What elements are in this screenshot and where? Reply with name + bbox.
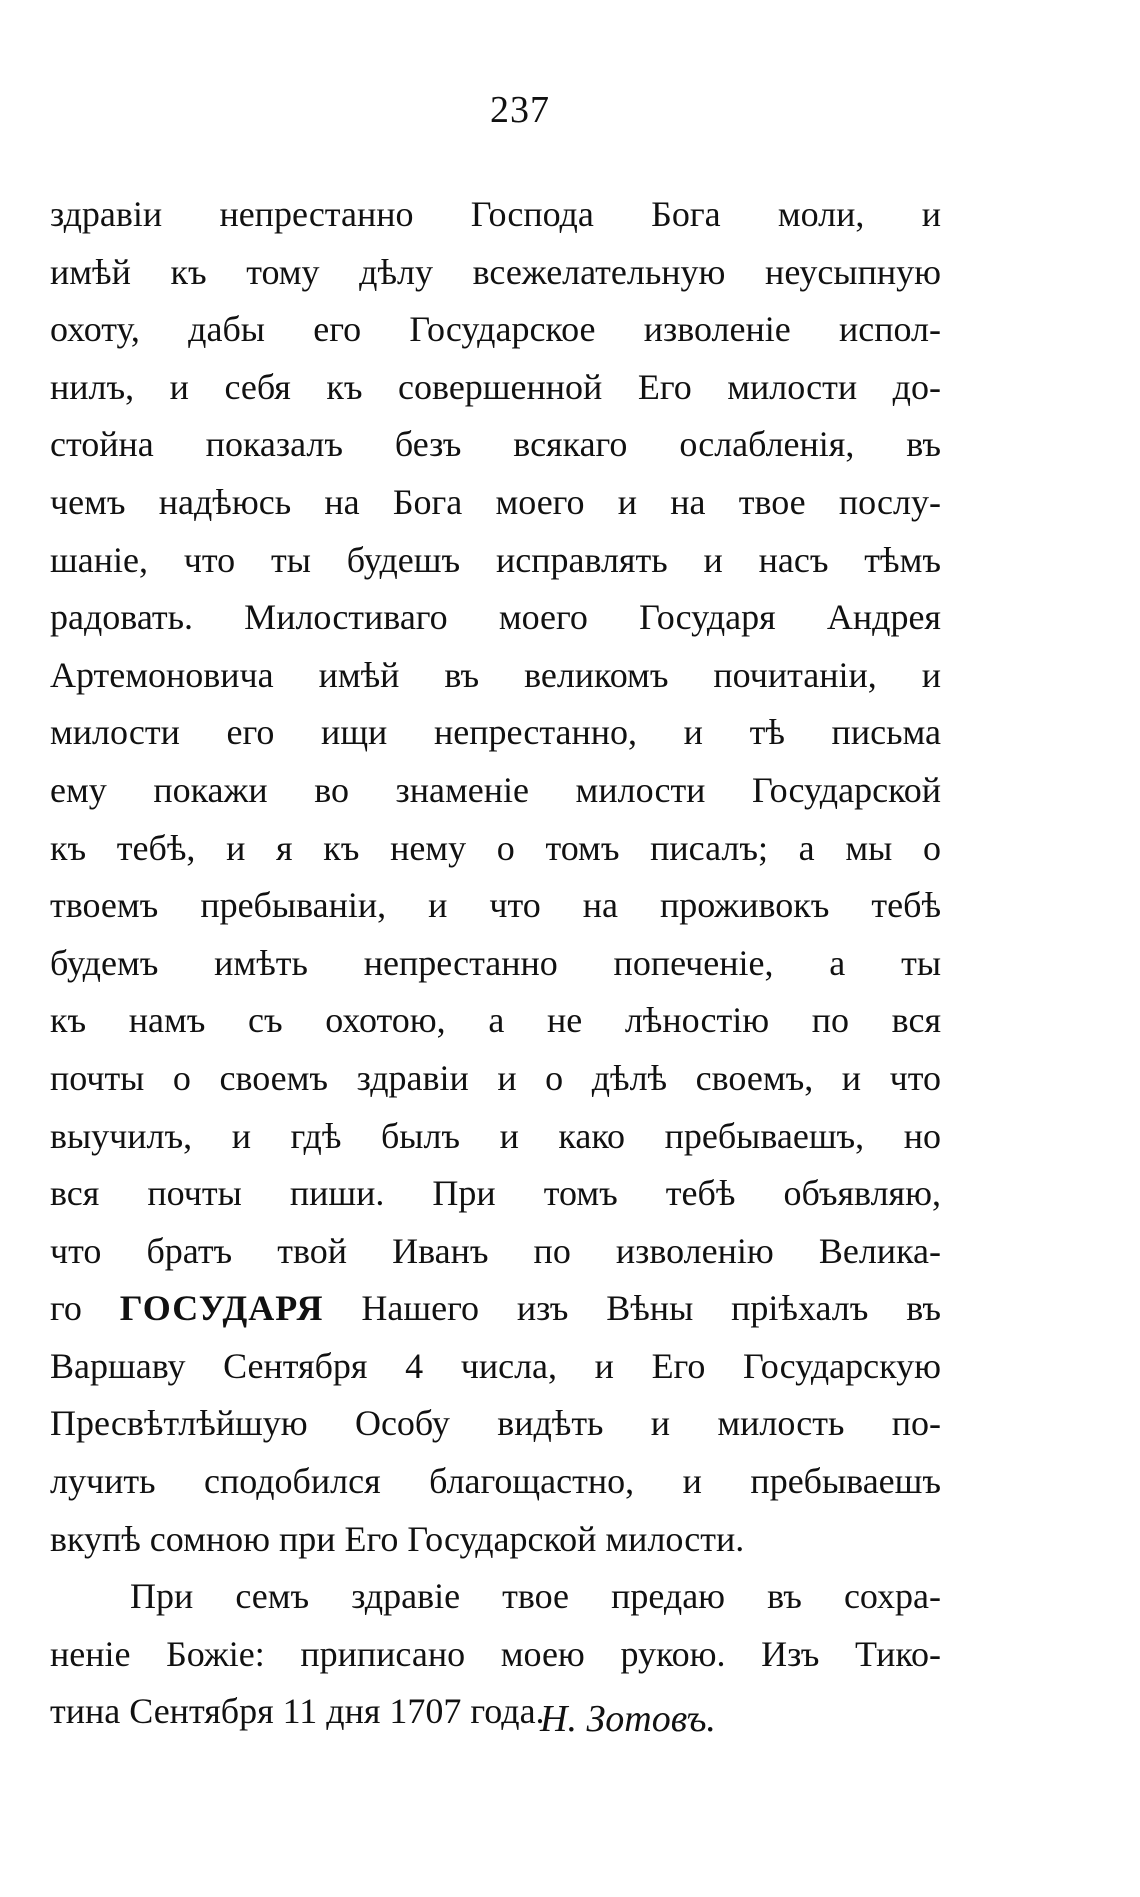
text-line: вся почты пиши. При томъ тебѣ объявляю, bbox=[50, 1173, 941, 1214]
text-line: Артемоновича имѣй въ великомъ почитаніи, и bbox=[50, 654, 941, 695]
text-line: Пресвѣтлѣйшую Особу видѣть и милость по- bbox=[50, 1403, 941, 1444]
text-line: При семъ здравіе твое предаю въ сохра- bbox=[130, 1576, 941, 1617]
text-line: милости его ищи непрестанно, и тѣ письма bbox=[50, 712, 941, 753]
text-line: шаніе, что ты будешъ исправлять и насъ тѣмъ bbox=[50, 539, 941, 580]
text-line: что братъ твой Иванъ по изволенію Велика- bbox=[50, 1230, 941, 1271]
text-line: ему покажи во знаменіе милости Государской bbox=[50, 769, 941, 810]
page-number: 237 bbox=[490, 89, 550, 131]
text-line: Варшаву Сентября 4 числа, и Его Государскую bbox=[50, 1345, 941, 1386]
text-line: имѣй къ тому дѣлу всежелательную неусыпную bbox=[50, 251, 941, 292]
letter-body bbox=[50, 186, 941, 1741]
text-line: стойна показалъ безъ всякаго ослабленія, въ bbox=[50, 424, 941, 465]
text-line: къ тебѣ, и я къ нему о томъ писалъ; а мы о bbox=[50, 827, 941, 868]
text-line: будемъ имѣть непрестанно попеченіе, а ты bbox=[50, 942, 941, 983]
emphasized-word: ГОСУДАРЯ bbox=[119, 1288, 324, 1329]
line-start-text: го bbox=[50, 1288, 82, 1329]
text-line: твоемъ пребываніи, и что на проживокъ тебѣ bbox=[50, 885, 941, 926]
text-line: радовать. Милостиваго моего Государя Андрея bbox=[50, 597, 941, 638]
text-line: охоту, дабы его Государское изволеніе испол- bbox=[50, 309, 941, 350]
text-line: здравіи непрестанно Господа Бога моли, и bbox=[50, 194, 941, 234]
text-line: неніе Божіе: приписано моею рукою. Изъ Тико- bbox=[50, 1633, 941, 1674]
text-line: вкупѣ сомною при Его Государской милости. bbox=[50, 1518, 745, 1559]
text-line: выучилъ, и гдѣ былъ и како пребываешъ, но bbox=[50, 1115, 941, 1156]
text-line: къ намъ съ охотою, а не лѣностію по вся bbox=[50, 1000, 941, 1041]
text-line: тина Сентября 11 дня 1707 года. bbox=[50, 1691, 545, 1732]
text-line-gosudarya bbox=[50, 1280, 941, 1338]
text-line: нилъ, и себя къ совершенной Его милости до- bbox=[50, 366, 941, 407]
text-line: лучить сподобился благощастно, и пребываешъ bbox=[50, 1461, 941, 1502]
text-line: почты о своемъ здравіи и о дѣлѣ своемъ, и что bbox=[50, 1057, 941, 1098]
text-line: чемъ надѣюсь на Бога моего и на твое послу- bbox=[50, 481, 941, 522]
line-end-text: Нашего изъ Вѣны пріѣхалъ въ bbox=[361, 1288, 941, 1329]
signature: Н. Зотовъ. bbox=[540, 1698, 716, 1740]
